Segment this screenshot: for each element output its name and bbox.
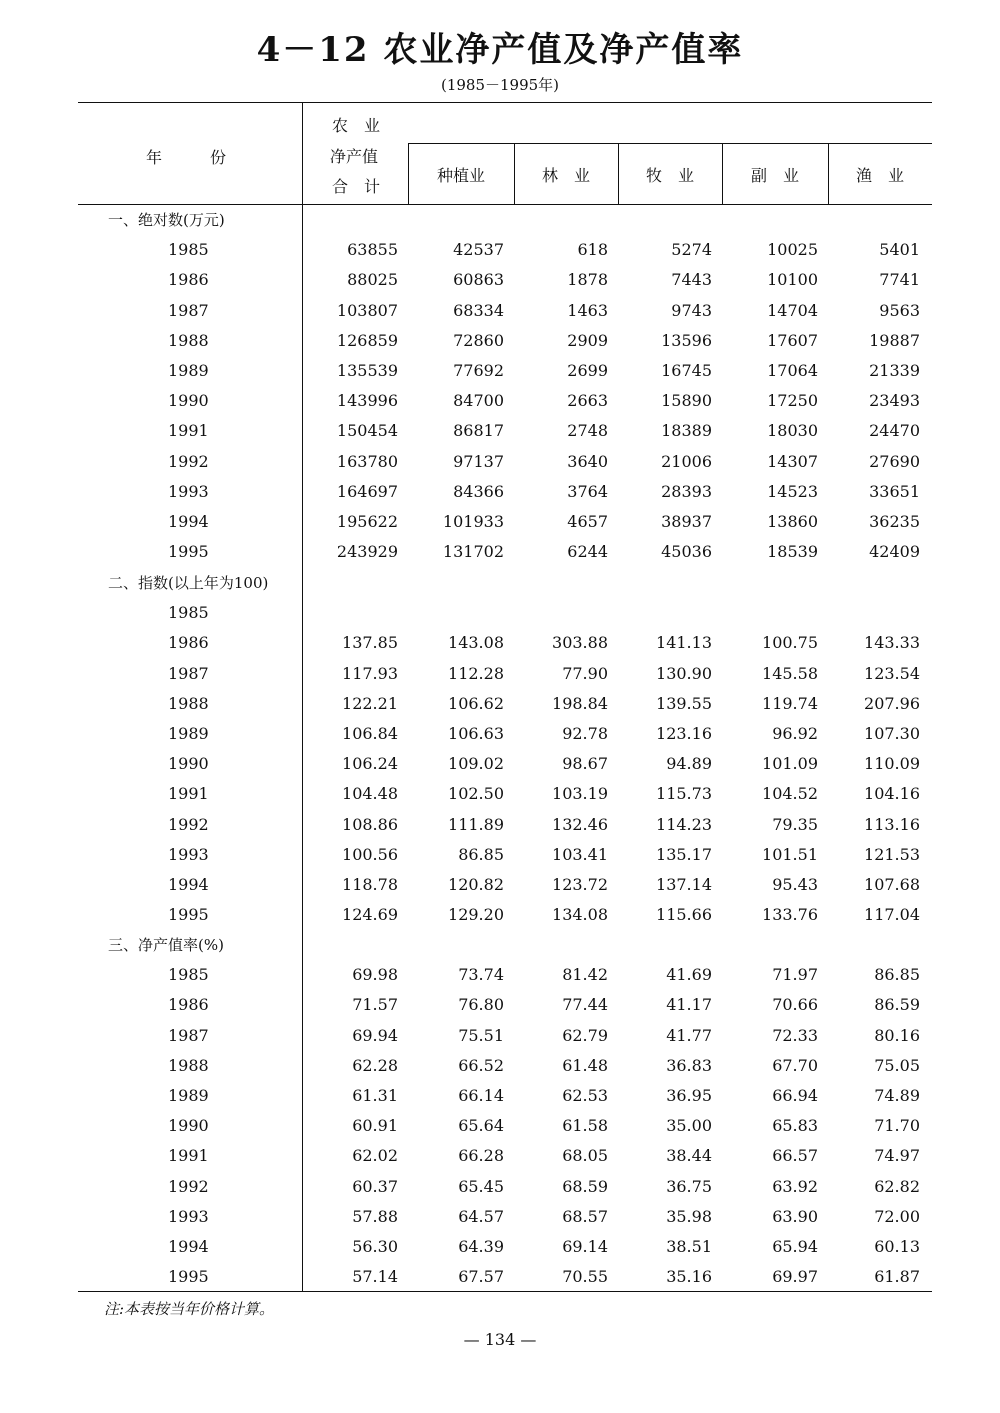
table-cell: 122.21 [342, 693, 398, 713]
table-cell: 97137 [453, 451, 504, 471]
table-cell: 36235 [869, 512, 920, 531]
table-cell: 1878 [567, 270, 608, 290]
row-year: 1992 [168, 1176, 209, 1196]
table-row [78, 870, 932, 900]
table-cell: 68.59 [562, 1176, 608, 1196]
table-cell: 618 [577, 240, 608, 260]
table-row [78, 1202, 932, 1232]
row-year: 1994 [168, 512, 209, 531]
table-cell: 123.16 [656, 724, 712, 743]
table-cell: 106.24 [342, 754, 398, 774]
table-row [78, 386, 932, 416]
table-row [78, 628, 932, 658]
row-year: 1995 [168, 905, 209, 925]
table-cell: 42409 [869, 542, 920, 562]
table-row [78, 598, 932, 628]
table-cell: 6244 [567, 542, 608, 562]
table-cell: 3764 [567, 481, 608, 501]
table-row [78, 235, 932, 265]
table-row [78, 810, 932, 840]
table-cell: 66.94 [772, 1086, 818, 1105]
table-cell: 66.14 [458, 1086, 504, 1105]
table-cell: 9563 [879, 300, 920, 320]
table-cell: 64.39 [458, 1237, 504, 1256]
table-cell: 17064 [767, 361, 818, 380]
header-sideline: 副 业 [750, 166, 799, 185]
table-cell: 61.87 [874, 1267, 920, 1287]
table-cell: 141.13 [656, 633, 712, 653]
table-cell: 84366 [453, 481, 504, 501]
table-cell: 65.83 [772, 1116, 818, 1136]
table-cell: 61.58 [562, 1116, 608, 1136]
table-row [78, 719, 932, 749]
row-year: 1990 [168, 754, 209, 774]
table-cell: 4657 [567, 512, 608, 531]
row-year: 1990 [168, 1116, 209, 1136]
table-row [78, 1172, 932, 1202]
table-cell: 36.83 [666, 1055, 712, 1075]
row-year: 1988 [168, 330, 209, 350]
table-cell: 103.19 [552, 784, 608, 804]
table-cell: 62.28 [352, 1055, 398, 1075]
table-cell: 134.08 [552, 905, 608, 925]
table-cell: 133.76 [762, 905, 818, 925]
table-cell: 103.41 [552, 844, 608, 864]
table-cell: 101933 [442, 512, 504, 531]
table-cell: 57.14 [352, 1267, 398, 1287]
table-cell: 10025 [767, 240, 818, 260]
row-year: 1992 [168, 814, 209, 834]
table-cell: 5401 [879, 240, 920, 260]
table-cell: 243929 [336, 542, 398, 562]
table-cell: 68334 [453, 300, 504, 320]
table-cell: 60.37 [352, 1176, 398, 1196]
table-row [78, 477, 932, 507]
table-cell: 62.53 [562, 1086, 608, 1105]
table-row [78, 990, 932, 1020]
table-cell: 62.79 [562, 1025, 608, 1045]
table-cell: 21339 [869, 361, 920, 380]
section-label: 二、指数(以上年为100) [108, 574, 269, 592]
table-cell: 36.95 [666, 1086, 712, 1105]
table-cell: 96.92 [772, 724, 818, 743]
row-year: 1986 [168, 633, 209, 653]
row-year: 1991 [168, 421, 209, 441]
table-cell: 104.52 [762, 784, 818, 804]
table-cell: 124.69 [342, 905, 398, 925]
row-year: 1987 [168, 300, 209, 320]
table-cell: 28393 [661, 481, 712, 501]
table-cell: 67.57 [458, 1267, 504, 1287]
table-cell: 86817 [453, 421, 504, 441]
table-cell: 123.72 [552, 875, 608, 894]
table-cell: 143.08 [448, 633, 504, 653]
table-cell: 75.05 [874, 1055, 920, 1075]
table-cell: 92.78 [562, 724, 608, 743]
table-cell: 9743 [671, 300, 712, 320]
header-crop: 种植业 [436, 166, 485, 185]
table-cell: 67.70 [772, 1055, 818, 1075]
table-cell: 100.56 [342, 844, 398, 864]
table-cell: 60.91 [352, 1116, 398, 1136]
table-cell: 150454 [336, 421, 398, 441]
table-cell: 95.43 [772, 875, 818, 894]
table-cell: 2748 [567, 421, 608, 441]
table-cell: 35.00 [666, 1116, 712, 1136]
table-cell: 36.75 [666, 1176, 712, 1196]
table-cell: 135539 [336, 361, 398, 380]
table-cell [722, 598, 818, 628]
table-cell: 69.98 [352, 965, 398, 985]
table-cell: 88025 [347, 270, 398, 290]
table-cell: 65.45 [458, 1176, 504, 1196]
table-cell: 63855 [347, 240, 398, 260]
header-total-line3: 合 计 [332, 177, 381, 196]
table-cell: 107.68 [864, 875, 920, 894]
table-cell: 107.30 [864, 724, 920, 743]
table-cell: 33651 [869, 481, 920, 501]
table-cell: 5274 [671, 240, 712, 260]
table-cell: 94.89 [666, 754, 712, 774]
table-cell: 104.16 [864, 784, 920, 804]
table-cell: 75.51 [458, 1025, 504, 1045]
row-year: 1993 [168, 481, 209, 501]
table-cell: 164697 [336, 481, 398, 501]
table-row [78, 840, 932, 870]
table-cell: 70.55 [562, 1267, 608, 1287]
row-year: 1993 [168, 1206, 209, 1226]
table-cell: 13596 [661, 330, 712, 350]
table-cell: 19887 [869, 330, 920, 350]
table-row [78, 416, 932, 446]
table-cell: 65.94 [772, 1237, 818, 1256]
header-sub-rule [408, 143, 932, 144]
table-row [78, 1021, 932, 1051]
header-forestry: 林 业 [541, 166, 590, 185]
table-cell: 103807 [336, 300, 398, 320]
table-cell: 71.57 [352, 995, 398, 1015]
table-cell: 68.57 [562, 1206, 608, 1226]
table-cell: 137.14 [656, 875, 712, 894]
table-cell: 15890 [661, 391, 712, 411]
row-year: 1992 [168, 451, 209, 471]
header-animal: 牧 业 [645, 166, 694, 185]
table-cell: 80.16 [874, 1025, 920, 1045]
table-cell: 143.33 [864, 633, 920, 653]
table-cell: 86.59 [874, 995, 920, 1015]
table-cell: 119.74 [762, 693, 818, 713]
table-cell: 100.75 [762, 633, 818, 653]
row-year: 1989 [168, 724, 209, 743]
table-cell: 143996 [336, 391, 398, 411]
table-cell [300, 598, 398, 628]
row-year: 1986 [168, 995, 209, 1015]
table-cell [618, 598, 712, 628]
table-cell: 60.13 [874, 1237, 920, 1256]
table-row [78, 1081, 932, 1111]
table-cell: 35.16 [666, 1267, 712, 1287]
table-cell: 72.33 [772, 1025, 818, 1045]
table-row [78, 265, 932, 295]
table-cell: 121.53 [864, 844, 920, 864]
table-row [78, 326, 932, 356]
table-cell: 195622 [336, 512, 398, 531]
row-year: 1991 [168, 784, 209, 804]
table-row [78, 1262, 932, 1292]
table-cell: 38.51 [666, 1237, 712, 1256]
table-cell: 57.88 [352, 1206, 398, 1226]
table-cell: 17607 [767, 330, 818, 350]
table-cell: 70.66 [772, 995, 818, 1015]
table-cell: 113.16 [864, 814, 920, 834]
row-year: 1985 [168, 603, 209, 623]
table-cell: 2909 [567, 330, 608, 350]
table-cell: 104.48 [342, 784, 398, 804]
table-row [78, 356, 932, 386]
table-cell: 77.90 [562, 663, 608, 683]
table-cell: 77692 [453, 361, 504, 380]
table-cell: 102.50 [448, 784, 504, 804]
table-cell: 69.97 [772, 1267, 818, 1287]
table-cell: 126859 [336, 330, 398, 350]
table-row [78, 1232, 932, 1262]
table-cell: 41.77 [666, 1025, 712, 1045]
header-fishery: 渔 业 [855, 166, 904, 185]
table-cell: 131702 [442, 542, 504, 562]
table-cell: 38.44 [666, 1146, 712, 1166]
table-cell: 106.62 [448, 693, 504, 713]
row-year: 1990 [168, 391, 209, 411]
row-year: 1995 [168, 542, 209, 562]
table-cell: 7443 [671, 270, 712, 290]
page-title: 4－12 农业净产值及净产值率 [256, 30, 744, 70]
table-cell: 35.98 [666, 1206, 712, 1226]
table-cell: 61.31 [352, 1086, 398, 1105]
table-cell: 60863 [453, 270, 504, 290]
table-cell: 63.92 [772, 1176, 818, 1196]
section-label: 三、净产值率(%) [108, 936, 224, 954]
table-cell: 41.69 [666, 965, 712, 985]
table-cell: 24470 [869, 421, 920, 441]
table-cell: 207.96 [864, 693, 920, 713]
table-cell: 66.57 [772, 1146, 818, 1166]
table-cell [408, 598, 504, 628]
footnote: 注:本表按当年价格计算。 [104, 1300, 275, 1318]
table-cell: 72.00 [874, 1206, 920, 1226]
table-row [78, 1051, 932, 1081]
table-cell: 2663 [567, 391, 608, 411]
table-cell: 16745 [661, 361, 712, 380]
table-cell [514, 598, 608, 628]
row-year: 1994 [168, 875, 209, 894]
table-cell: 81.42 [562, 965, 608, 985]
table-row [78, 779, 932, 809]
table-cell: 77.44 [562, 995, 608, 1015]
table-cell: 115.66 [656, 905, 712, 925]
table-cell: 163780 [336, 451, 398, 471]
table-cell: 18539 [767, 542, 818, 562]
table-cell: 63.90 [772, 1206, 818, 1226]
row-year: 1988 [168, 1055, 209, 1075]
table-cell: 7741 [879, 270, 920, 290]
table-row [78, 1141, 932, 1171]
table-cell: 41.17 [666, 995, 712, 1015]
table-row [78, 749, 932, 779]
table-cell: 198.84 [552, 693, 608, 713]
table-cell: 13860 [767, 512, 818, 531]
table-cell: 68.05 [562, 1146, 608, 1166]
table-cell: 108.86 [342, 814, 398, 834]
table-cell: 130.90 [656, 663, 712, 683]
table-cell: 10100 [767, 270, 818, 290]
table-cell: 66.28 [458, 1146, 504, 1166]
table-cell: 2699 [567, 361, 608, 380]
row-year: 1991 [168, 1146, 209, 1166]
table-row [78, 960, 932, 990]
table-cell: 118.78 [342, 875, 398, 894]
table-cell: 101.51 [762, 844, 818, 864]
table-row [78, 900, 932, 930]
table-cell: 101.09 [762, 754, 818, 774]
table-cell: 56.30 [352, 1237, 398, 1256]
row-year: 1986 [168, 270, 209, 290]
table-cell: 135.17 [656, 844, 712, 864]
table-cell: 73.74 [458, 965, 504, 985]
page-subtitle: (1985－1995年) [440, 76, 560, 94]
row-year: 1993 [168, 844, 209, 864]
row-year: 1995 [168, 1267, 209, 1287]
table-cell: 62.82 [874, 1176, 920, 1196]
table-cell: 106.63 [448, 724, 504, 743]
table-row [78, 1111, 932, 1141]
row-year: 1989 [168, 361, 209, 380]
table-cell: 21006 [661, 451, 712, 471]
table-cell: 84700 [453, 391, 504, 411]
table-cell: 117.04 [864, 905, 920, 925]
table-cell: 86.85 [458, 844, 504, 864]
table-cell: 66.52 [458, 1055, 504, 1075]
table-cell: 139.55 [656, 693, 712, 713]
table-cell: 115.73 [656, 784, 712, 804]
table-row [78, 659, 932, 689]
table-cell: 303.88 [552, 633, 608, 653]
section-label: 一、绝对数(万元) [108, 211, 225, 229]
table-cell: 61.48 [562, 1055, 608, 1075]
table-cell: 18030 [767, 421, 818, 441]
table-cell: 1463 [567, 300, 608, 320]
table-cell: 69.14 [562, 1237, 608, 1256]
table-cell: 110.09 [864, 754, 920, 774]
table-cell: 145.58 [762, 663, 818, 683]
table-cell: 14704 [767, 300, 818, 320]
table-cell: 109.02 [448, 754, 504, 774]
table-row [78, 537, 932, 567]
row-year: 1987 [168, 663, 209, 683]
table-cell: 18389 [661, 421, 712, 441]
row-year: 1987 [168, 1025, 209, 1045]
header-total-line1: 农 业 [332, 116, 381, 135]
table-cell: 79.35 [772, 814, 818, 834]
table-cell: 14523 [767, 481, 818, 501]
table-cell: 74.97 [874, 1146, 920, 1166]
table-cell: 65.64 [458, 1116, 504, 1136]
table-cell: 132.46 [552, 814, 608, 834]
table-cell: 45036 [661, 542, 712, 562]
table-cell: 76.80 [458, 995, 504, 1015]
table-cell: 137.85 [342, 633, 398, 653]
header-total-line2: 净产值 [330, 147, 379, 166]
table-row [78, 507, 932, 537]
table-cell: 98.67 [562, 754, 608, 774]
table-cell: 3640 [567, 451, 608, 471]
table-cell: 71.70 [874, 1116, 920, 1136]
table-cell: 72860 [453, 330, 504, 350]
table-row [78, 296, 932, 326]
table-cell: 74.89 [874, 1086, 920, 1105]
table-cell: 117.93 [342, 663, 398, 683]
table-cell: 86.85 [874, 965, 920, 985]
table-cell: 14307 [767, 451, 818, 471]
table-row [78, 447, 932, 477]
header-year: 年 份 [146, 148, 227, 167]
table-cell: 112.28 [448, 663, 504, 683]
row-year: 1989 [168, 1086, 209, 1105]
table-cell: 27690 [869, 451, 920, 471]
table-cell: 71.97 [772, 965, 818, 985]
table-cell: 129.20 [448, 905, 504, 925]
table-cell: 120.82 [448, 875, 504, 894]
table-top-rule [78, 102, 932, 103]
table-cell: 114.23 [656, 814, 712, 834]
table-cell: 23493 [869, 391, 920, 411]
table-cell: 123.54 [864, 663, 920, 683]
table-cell: 62.02 [352, 1146, 398, 1166]
row-year: 1988 [168, 693, 209, 713]
row-year: 1985 [168, 965, 209, 985]
table-cell: 111.89 [448, 814, 504, 834]
table-row [78, 689, 932, 719]
table-cell [828, 598, 920, 628]
table-cell: 106.84 [342, 724, 398, 743]
table-cell: 38937 [661, 512, 712, 531]
page-number: — 134 — [463, 1330, 537, 1349]
row-year: 1985 [168, 240, 209, 260]
table-cell: 69.94 [352, 1025, 398, 1045]
table-cell: 64.57 [458, 1206, 504, 1226]
row-year: 1994 [168, 1237, 209, 1256]
table-cell: 17250 [767, 391, 818, 411]
table-cell: 42537 [453, 240, 504, 260]
